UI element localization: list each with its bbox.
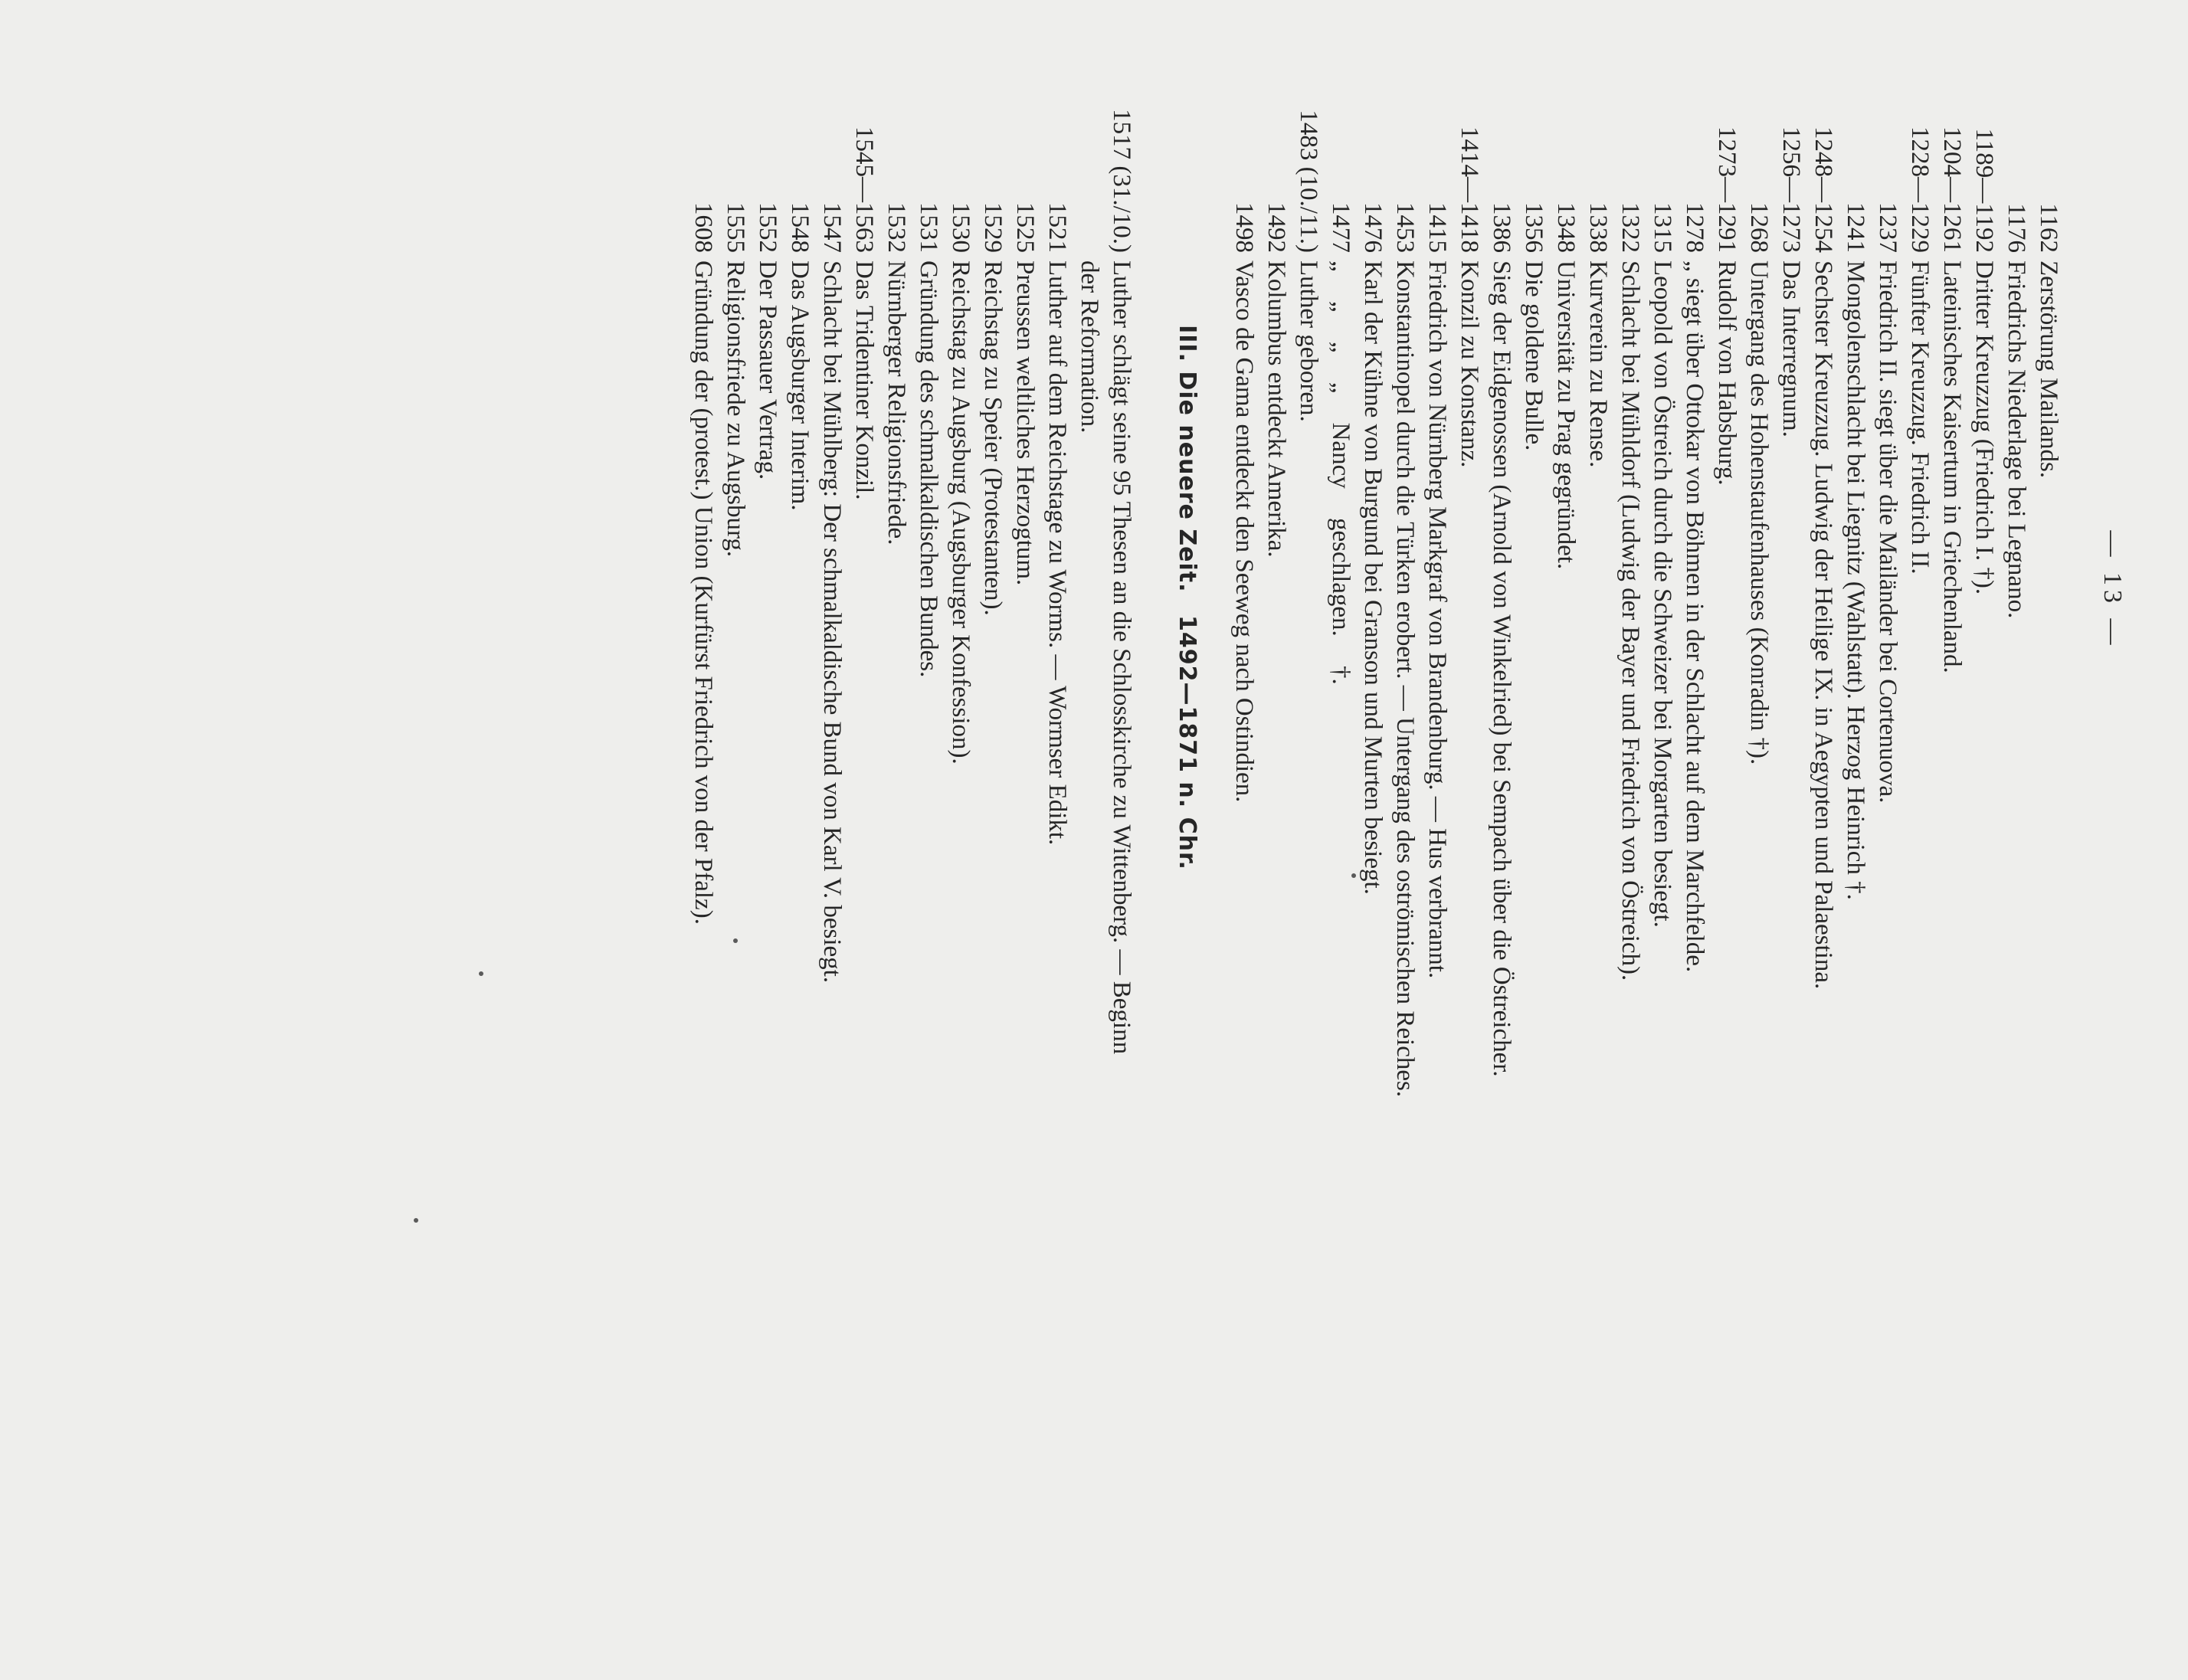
entry-text: Fünfter Kreuzzug. Friedrich II. <box>1906 260 1934 575</box>
entry-year: 1237 <box>1874 202 1901 253</box>
entry-text: Karl der Kühne von Burgund bei Granson und Murten besiegt. <box>1359 260 1387 895</box>
entry-year: 1278 <box>1681 202 1708 253</box>
entry-text: Das Augsburger Interim. <box>786 260 814 511</box>
entry-year: 1189—1192 <box>1970 128 1998 253</box>
entry-text: Die goldene Bulle. <box>1520 260 1548 451</box>
entry-year: 1545—1563 <box>850 126 878 253</box>
entry-text: Kurverein zu Rense. <box>1584 260 1612 468</box>
scan-speck <box>479 971 483 976</box>
entry-text: Das Interregnum. <box>1777 260 1805 437</box>
entry-text: Nürnberger Religionsfriede. <box>883 260 910 545</box>
entry-year: 1476 <box>1359 202 1387 253</box>
entry-text: Leopold von Östreich durch die Schweizer bei Morgarten besiegt. <box>1649 260 1676 928</box>
entry-year: 1248—1254 <box>1810 126 1837 253</box>
entry-year: 1483 (10./11.) <box>1295 110 1322 253</box>
entry-year: 1386 <box>1488 202 1515 253</box>
entry-text: Luther schlägt seine 95 Thesen an die Schlosskirche zu Wittenberg. — Beginn <box>1108 260 1135 1055</box>
entry-year: 1555 <box>722 202 749 253</box>
entry-year: 1338 <box>1584 202 1612 253</box>
entry-year: 1176 <box>2003 203 2030 253</box>
scan-speck <box>414 1218 418 1223</box>
entry-year: 1498 <box>1230 202 1258 253</box>
entry-year: 1415 <box>1423 202 1451 253</box>
entry-year: 1162 <box>2035 203 2062 253</box>
entry-text: Schlacht bei Mühldorf (Ludwig der Bayer und Friedrich von Östreich). <box>1616 260 1644 981</box>
entry-text: Rudolf von Habsburg. <box>1713 260 1741 486</box>
entry-year: 1348 <box>1552 202 1580 253</box>
entry-year: 1453 <box>1391 202 1419 253</box>
entry-year: 1492 <box>1263 202 1290 253</box>
entry-year: 1322 <box>1616 202 1644 253</box>
entry-text: Religionsfriede zu Augsburg. <box>722 260 749 558</box>
entry-text: Sechster Kreuzzug. Ludwig der Heilige IX. in Aegypten und Palaestina. <box>1810 260 1837 990</box>
entry-text: Gründung des schmalkaldischen Bundes. <box>915 260 942 678</box>
entry-text: Der Passauer Vertrag. <box>754 260 781 480</box>
entry-year: 1552 <box>754 202 781 253</box>
entry-text: Konstantinopel durch die Türken erobert. — Untergang des oströmischen Reiches. <box>1391 260 1419 1098</box>
entry-text: Das Tridentiner Konzil. <box>850 260 878 500</box>
entry-year: 1228—1229 <box>1906 126 1934 253</box>
entry-year: 1256—1273 <box>1777 126 1805 253</box>
entry-year: 1608 <box>689 202 717 253</box>
entry-year: 1268 <box>1745 202 1773 253</box>
entry-text: Preussen weltliches Herzogtum. <box>1011 260 1039 586</box>
entry-text: Universität zu Prag gegründet. <box>1552 260 1580 570</box>
entry-text: Friedrichs Niederlage bei Legnano. <box>2003 260 2030 619</box>
entry-text: Sieg der Eidgenossen (Arnold von Winkelried) bei Sempach über die Östreicher. <box>1488 260 1515 1077</box>
entry-year: 1532 <box>883 202 910 253</box>
entry-year: 1525 <box>1011 202 1039 253</box>
entry-year: 1530 <box>947 202 974 253</box>
section-title: Die neuere Zeit. <box>1174 371 1200 593</box>
entry-text: Zerstörung Mailands. <box>2035 260 2062 479</box>
section-period: 1492—1871 n. Chr. <box>1174 614 1200 870</box>
scan-speck <box>733 938 738 943</box>
section-numeral: III. <box>1174 325 1200 362</box>
section-heading <box>1170 0 1204 1195</box>
entry-year: 1548 <box>786 202 814 253</box>
entry-year: 1241 <box>1842 202 1869 253</box>
scan-speck <box>1351 873 1356 878</box>
entry-year: 1547 <box>818 202 846 253</box>
entry-text: Konzil zu Konstanz. <box>1456 260 1483 468</box>
entry-text: „ siegt über Ottokar von Böhmen in der Schlacht auf dem Marchfelde. <box>1681 260 1708 973</box>
entry-year: 1529 <box>979 202 1007 253</box>
entry-text: Gründung der (protest.) Union (Kurfürst Friedrich von der Pfalz). <box>689 260 717 925</box>
entry-text: Luther auf dem Reichstage zu Worms. — Wormser Edikt. <box>1043 260 1071 846</box>
entry-year: 1517 (31./10.) <box>1108 109 1135 253</box>
entry-year: 1204—1261 <box>1938 126 1966 253</box>
entry-text: Vasco de Gama entdeckt den Seeweg nach Ostindien. <box>1230 260 1258 803</box>
entry-year: 1356 <box>1520 202 1548 253</box>
entry-year: 1273—1291 <box>1713 126 1741 253</box>
entry-year: 1531 <box>915 202 942 253</box>
entry-year: 1414—1418 <box>1456 126 1483 253</box>
entry-text: Reichstag zu Augsburg (Augsburger Konfession). <box>947 260 974 765</box>
entry-text: Lateinisches Kaisertum in Griechenland. <box>1938 260 1966 673</box>
entry-text: Schlacht bei Mühlberg: Der schmalkaldische Bund von Karl V. besiegt. <box>818 260 846 984</box>
entry-text: Friedrich von Nürnberg Markgraf von Brandenburg. — Hus verbrannt. <box>1423 260 1451 979</box>
entry-text: Untergang des Hohenstaufenhauses (Konradin †). <box>1745 260 1773 765</box>
entry-year: 1521 <box>1043 202 1071 253</box>
entry-text: Reichstag zu Speier (Protestanten). <box>979 260 1007 616</box>
entry-text: Kolumbus entdeckt Amerika. <box>1263 260 1290 558</box>
entry-year: 1315 <box>1649 202 1676 253</box>
entry-text: „ „ „ „ Nancy geschlagen. †. <box>1327 260 1354 685</box>
entry-continuation: der Reformation. <box>1076 260 1103 434</box>
entry-text: Dritter Kreuzzug (Friedrich I. †). <box>1970 260 1998 595</box>
entry-text: Luther geboren. <box>1295 260 1322 422</box>
entry-text: Friedrich II. siegt über die Mailänder bei Cortenuova. <box>1874 260 1901 804</box>
page-number: — 13 — <box>2098 530 2127 650</box>
entry-text: Mongolenschlacht bei Liegnitz (Wahlstatt). Herzog Heinrich †. <box>1842 260 1869 900</box>
entry-year: 1477 <box>1327 202 1354 253</box>
